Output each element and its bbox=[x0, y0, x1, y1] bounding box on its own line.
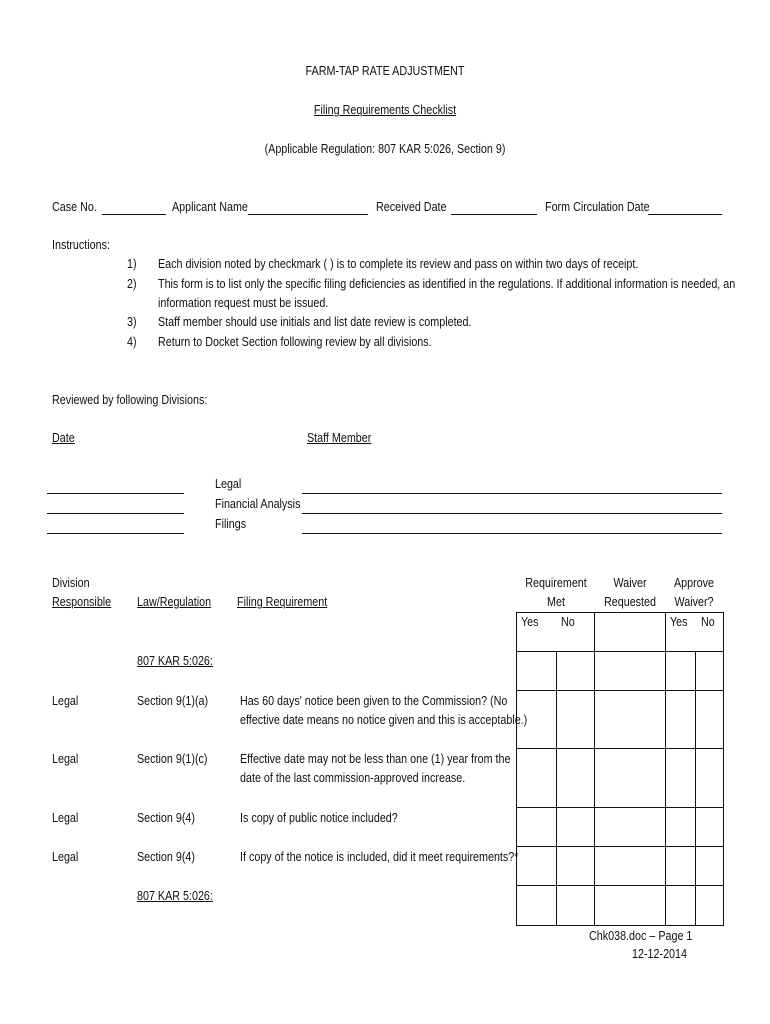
grid-row-line bbox=[516, 885, 724, 886]
row-requirement: If copy of the notice is included, did it meet requirements?* bbox=[240, 850, 519, 864]
approve-waiver-no-label: No bbox=[701, 615, 715, 629]
row-requirement: Effective date may not be less than one (1) year from the bbox=[240, 752, 511, 766]
instruction-number: 4) bbox=[127, 335, 137, 349]
applicable-regulation: (Applicable Regulation: 807 KAR 5:026, Section 9) bbox=[264, 142, 506, 156]
received-date-field[interactable] bbox=[451, 214, 537, 215]
row-requirement: Has 60 days' notice been given to the Commission? (No bbox=[240, 694, 508, 708]
section-reference: 807 KAR 5:026: bbox=[137, 889, 213, 903]
requirement-met-yes-label: Yes bbox=[521, 615, 539, 629]
applicant-name-label: Applicant Name bbox=[172, 200, 248, 214]
instruction-number: 1) bbox=[127, 257, 137, 271]
received-date-label: Received Date bbox=[376, 200, 447, 214]
col-law-header: Law/Regulation bbox=[137, 595, 212, 609]
footer-doc-page: Chk038.doc – Page 1 bbox=[589, 929, 693, 943]
division-label-legal: Legal bbox=[215, 477, 242, 491]
col-responsible-header: Responsible bbox=[52, 595, 112, 609]
row-division: Legal bbox=[52, 694, 79, 708]
col-waiver-header: Waiver bbox=[613, 576, 647, 590]
col-requirement-header: Requirement bbox=[525, 576, 587, 590]
instruction-number: 2) bbox=[127, 277, 137, 291]
grid-row-line bbox=[516, 807, 724, 808]
col-approve-header: Approve bbox=[673, 576, 715, 590]
grid-row-line bbox=[516, 748, 724, 749]
row-requirement: date of the last commission-approved increase. bbox=[240, 771, 466, 785]
staff-member-header: Staff Member bbox=[307, 431, 372, 445]
legal-date-field[interactable] bbox=[47, 493, 184, 494]
form-circulation-date-field[interactable] bbox=[648, 214, 722, 215]
grid-row-line bbox=[516, 690, 724, 691]
reviewed-by-label: Reviewed by following Divisions: bbox=[52, 393, 208, 407]
footer-date: 12-12-2014 bbox=[632, 947, 687, 961]
legal-staff-field[interactable] bbox=[302, 493, 722, 494]
row-law: Section 9(1)(a) bbox=[137, 694, 209, 708]
row-division: Legal bbox=[52, 811, 79, 825]
instruction-text: This form is to list only the specific filing deficiencies as identified in the regulations. If additional information is needed, an bbox=[158, 277, 736, 291]
division-label-financial-analysis: Financial Analysis bbox=[215, 497, 301, 511]
col-filing-header: Filing Requirement bbox=[237, 595, 328, 609]
row-requirement: effective date means no notice given and this is acceptable.) bbox=[240, 713, 528, 727]
filings-date-field[interactable] bbox=[47, 533, 184, 534]
date-header: Date bbox=[52, 431, 75, 445]
checkbox-grid bbox=[516, 612, 724, 926]
form-circulation-date-label: Form Circulation Date bbox=[545, 200, 650, 214]
applicant-name-field[interactable] bbox=[248, 214, 368, 215]
division-label-filings: Filings bbox=[215, 517, 247, 531]
case-no-field[interactable] bbox=[102, 214, 166, 215]
financial-analysis-date-field[interactable] bbox=[47, 513, 184, 514]
filings-staff-field[interactable] bbox=[302, 533, 722, 534]
financial-analysis-staff-field[interactable] bbox=[302, 513, 722, 514]
row-requirement: Is copy of public notice included? bbox=[240, 811, 398, 825]
instruction-text: Return to Docket Section following review by all divisions. bbox=[158, 335, 432, 349]
row-division: Legal bbox=[52, 752, 79, 766]
document-title: FARM-TAP RATE ADJUSTMENT bbox=[305, 64, 465, 78]
approve-waiver-yes-label: Yes bbox=[670, 615, 688, 629]
row-law: Section 9(1)(c) bbox=[137, 752, 208, 766]
grid-divider bbox=[594, 612, 595, 926]
col-division-header: Division bbox=[52, 576, 90, 590]
document-subtitle: Filing Requirements Checklist bbox=[313, 103, 457, 117]
col-waiver-q-header: Waiver? bbox=[674, 595, 714, 609]
grid-divider bbox=[665, 612, 666, 926]
grid-row-line bbox=[516, 846, 724, 847]
row-law: Section 9(4) bbox=[137, 850, 195, 864]
requirement-met-no-label: No bbox=[561, 615, 575, 629]
instruction-text: information request must be issued. bbox=[158, 296, 329, 310]
col-requested-header: Requested bbox=[603, 595, 657, 609]
section-reference: 807 KAR 5:026: bbox=[137, 654, 213, 668]
grid-row-line bbox=[516, 651, 724, 652]
row-law: Section 9(4) bbox=[137, 811, 195, 825]
instruction-text: Staff member should use initials and list date review is completed. bbox=[158, 315, 472, 329]
case-no-label: Case No. bbox=[52, 200, 97, 214]
instruction-text: Each division noted by checkmark ( ) is to complete its review and pass on within two days of receipt. bbox=[158, 257, 639, 271]
row-division: Legal bbox=[52, 850, 79, 864]
instruction-number: 3) bbox=[127, 315, 137, 329]
col-met-header: Met bbox=[547, 595, 565, 609]
instructions-label: Instructions: bbox=[52, 238, 110, 252]
